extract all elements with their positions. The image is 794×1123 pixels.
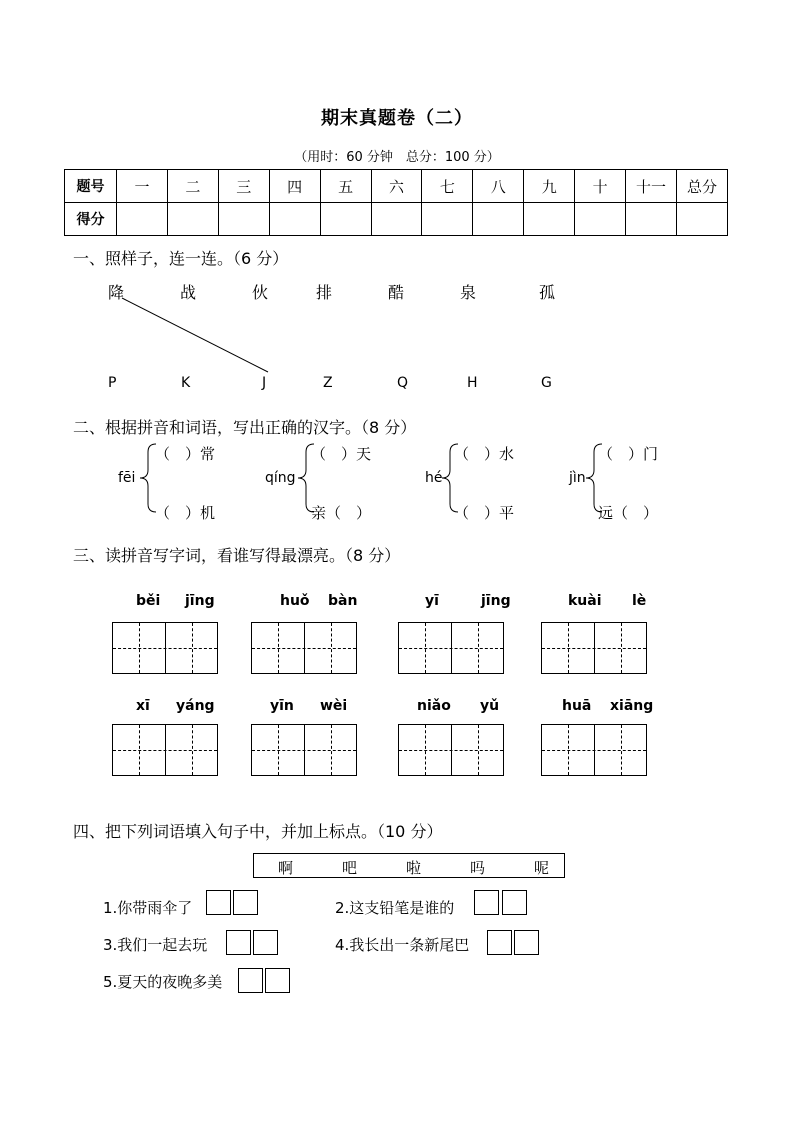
answer-box[interactable] <box>226 930 251 955</box>
match-letter[interactable]: Q <box>397 375 409 391</box>
match-letter[interactable]: Z <box>323 375 333 391</box>
page-subtitle: （用时：60 分钟 总分：100 分） <box>294 150 500 165</box>
page-title: 期末真题卷（二） <box>321 108 473 129</box>
word-bank-item: 吧 <box>342 859 358 877</box>
sentence-5: 5.夏天的夜晚多美 <box>103 973 223 991</box>
sentence-2: 2.这支铅笔是谁的 <box>335 899 455 917</box>
sentence-1: 1.你带雨伞了 <box>103 899 193 917</box>
match-letter[interactable]: J <box>262 375 267 391</box>
writing-grid[interactable] <box>251 622 357 674</box>
answer-box[interactable] <box>502 890 527 915</box>
match-char[interactable]: 孤 <box>539 283 556 302</box>
answer-box[interactable] <box>206 890 231 915</box>
match-letter[interactable]: K <box>181 375 191 391</box>
pinyin-label: qíng <box>265 470 296 486</box>
pinyin-syllable: xiāng <box>610 698 654 714</box>
match-char[interactable]: 降 <box>108 283 125 302</box>
table-header-cell: 七 <box>422 170 473 203</box>
table-header-cell: 六 <box>371 170 422 203</box>
section-3-heading: 三、读拼音写字词，看谁写得最漂亮。（8 分） <box>73 546 401 565</box>
pinyin-syllable: niǎo <box>417 698 451 714</box>
answer-box[interactable] <box>253 930 278 955</box>
match-letter[interactable]: G <box>541 375 552 391</box>
pinyin-syllable: yīn <box>270 698 294 714</box>
pinyin-label: jìn <box>569 470 586 486</box>
answer-box[interactable] <box>514 930 539 955</box>
writing-grid[interactable] <box>541 724 647 776</box>
word-blank[interactable]: （ ）水 <box>454 445 515 463</box>
table-header-cell: 十 <box>575 170 626 203</box>
answer-box[interactable] <box>487 930 512 955</box>
pinyin-syllable: yǔ <box>480 698 500 714</box>
match-char[interactable]: 伙 <box>252 283 269 302</box>
section-1-heading: 一、照样子，连一连。（6 分） <box>73 249 289 268</box>
pinyin-syllable: xī <box>136 698 150 714</box>
match-char[interactable]: 排 <box>316 283 333 302</box>
writing-grid[interactable] <box>398 724 504 776</box>
match-char[interactable]: 泉 <box>460 283 477 302</box>
example-connecting-line <box>0 0 794 400</box>
match-char[interactable]: 战 <box>180 283 197 302</box>
pinyin-syllable: huā <box>562 698 592 714</box>
word-blank[interactable]: （ ）平 <box>454 504 515 522</box>
table-header-cell: 二 <box>167 170 218 203</box>
word-blank[interactable]: 亲（ ） <box>311 504 372 522</box>
table-header-cell: 三 <box>218 170 269 203</box>
answer-box[interactable] <box>233 890 258 915</box>
table-row-label: 题号 <box>65 170 117 203</box>
word-blank[interactable]: （ ）天 <box>311 445 372 463</box>
match-letter[interactable]: P <box>108 375 117 391</box>
table-header-cell: 四 <box>269 170 320 203</box>
sentence-3: 3.我们一起去玩 <box>103 936 208 954</box>
table-header-cell: 十一 <box>626 170 677 203</box>
pinyin-syllable: huǒ <box>280 593 310 609</box>
sentence-4: 4.我长出一条新尾巴 <box>335 936 470 954</box>
answer-box[interactable] <box>474 890 499 915</box>
writing-grid[interactable] <box>112 622 218 674</box>
word-bank <box>253 853 565 878</box>
writing-grid[interactable] <box>541 622 647 674</box>
pinyin-syllable: bàn <box>328 593 358 609</box>
match-char[interactable]: 酷 <box>388 283 405 302</box>
word-bank-item: 啦 <box>406 859 422 877</box>
section-4-heading: 四、把下列词语填入句子中，并加上标点。（10 分） <box>73 822 443 841</box>
answer-box[interactable] <box>265 968 290 993</box>
pinyin-syllable: běi <box>136 593 161 609</box>
answer-box[interactable] <box>238 968 263 993</box>
pinyin-syllable: yī <box>425 593 439 609</box>
match-letter[interactable]: H <box>467 375 478 391</box>
writing-grid[interactable] <box>398 622 504 674</box>
pinyin-syllable: wèi <box>320 698 348 714</box>
pinyin-syllable: jīng <box>185 593 215 609</box>
word-bank-item: 呢 <box>534 859 550 877</box>
section-2-heading: 二、根据拼音和词语，写出正确的汉字。（8 分） <box>73 418 417 437</box>
writing-grid[interactable] <box>251 724 357 776</box>
table-header-cell: 五 <box>320 170 371 203</box>
word-blank[interactable]: 远（ ） <box>598 504 659 522</box>
table-header-cell: 总分 <box>676 170 727 203</box>
word-bank-item: 吗 <box>470 859 486 877</box>
pinyin-syllable: yáng <box>176 698 215 714</box>
pinyin-syllable: kuài <box>568 593 602 609</box>
pinyin-label: fēi <box>118 470 136 486</box>
pinyin-syllable: jīng <box>481 593 511 609</box>
word-blank[interactable]: （ ）常 <box>155 445 216 463</box>
pinyin-label: hé <box>425 470 443 486</box>
pinyin-syllable: lè <box>632 593 647 609</box>
word-blank[interactable]: （ ）机 <box>155 504 216 522</box>
table-header-cell: 一 <box>117 170 168 203</box>
table-header-cell: 八 <box>473 170 524 203</box>
writing-grid[interactable] <box>112 724 218 776</box>
table-row-label: 得分 <box>65 203 117 236</box>
word-blank[interactable]: （ ）门 <box>598 445 659 463</box>
table-header-cell: 九 <box>524 170 575 203</box>
word-bank-item: 啊 <box>278 859 294 877</box>
